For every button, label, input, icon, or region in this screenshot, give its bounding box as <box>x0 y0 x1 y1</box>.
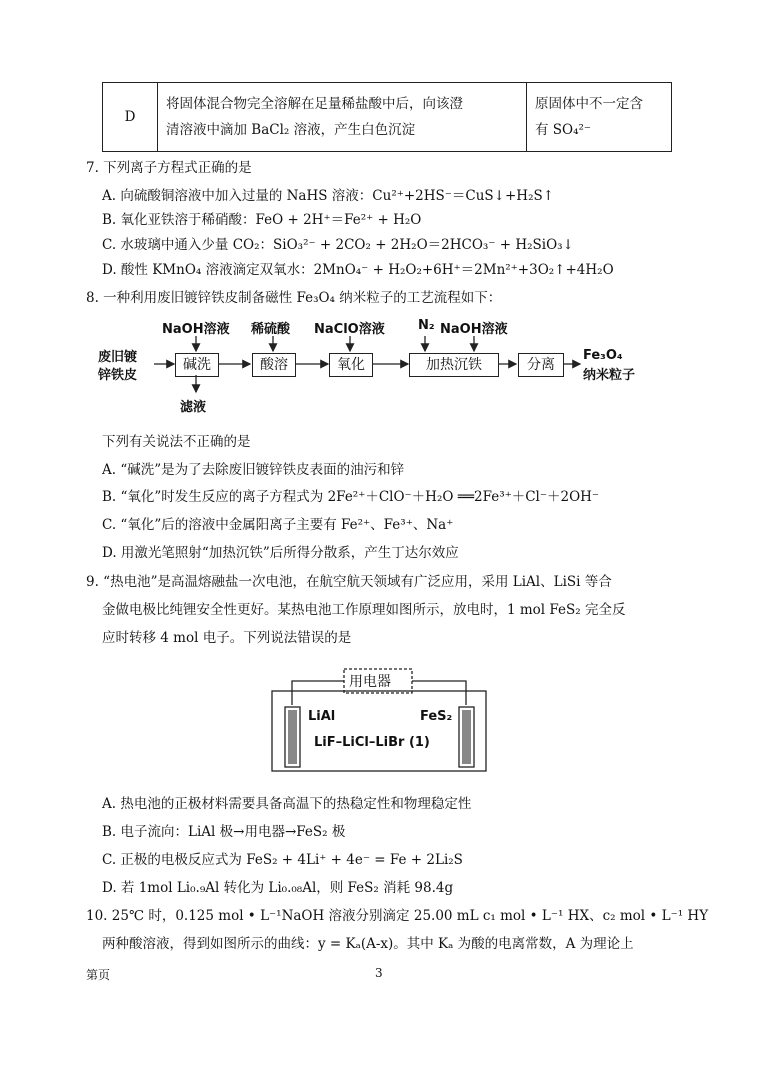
q8-option-d: D. 用激光笔照射“加热沉铁”后所得分散系，产生丁达尔效应 <box>102 545 459 561</box>
q9-option-a: A. 热电池的正极材料需要具备高温下的热稳定性和物理稳定性 <box>102 796 472 812</box>
q7-option-b: B. 氧化亚铁溶于稀硝酸：FeO + 2H⁺＝Fe²⁺ + H₂O <box>102 212 422 228</box>
reagent-n2: N₂ <box>418 318 435 333</box>
thermal-battery-diagram <box>268 663 490 775</box>
step-heat-precipitate: 加热沉铁 <box>409 353 499 377</box>
step-separation: 分离 <box>518 353 564 377</box>
option-label: D <box>124 109 136 125</box>
q7-stem: 7. 下列离子方程式正确的是 <box>86 160 252 176</box>
footer-page-label: 第页 <box>86 968 111 982</box>
page-number: 3 <box>375 966 383 980</box>
q9-stem-line-2: 金做电极比纯锂安全性更好。某热电池工作原理如图所示，放电时，1 mol FeS₂ 完全反 <box>102 602 626 618</box>
reagent-dilute-h2so4: 稀硫酸 <box>251 322 291 337</box>
q8-option-c: C. “氧化”后的溶液中金属阳离子主要有 Fe²⁺、Fe³⁺、Na⁺ <box>102 517 454 533</box>
q9-stem-line-3: 应时转移 4 mol 电子。下列说法错误的是 <box>102 630 352 646</box>
conclusion-line-2: 有 SO₄²⁻ <box>535 122 592 138</box>
step-acid-dissolve: 酸溶 <box>252 353 296 377</box>
q10-stem-line-1: 10. 25℃ 时，0.125 mol • L⁻¹NaOH 溶液分别滴定 25.00 mL c₁ mol • L⁻¹ HX、c₂ mol • L⁻¹ HY <box>86 908 709 924</box>
table-row <box>103 83 672 152</box>
option-label-cell <box>103 83 158 152</box>
start-material-line-1: 废旧镀 <box>98 350 138 365</box>
q10-stem-line-2: 两种酸溶液，得到如图所示的曲线：y = Kₐ(A-x)。其中 Kₐ 为酸的电离常数，A 为理论上 <box>102 936 634 952</box>
procedure-line-1: 将固体混合物完全溶解在足量稀盐酸中后，向该澄 <box>166 96 463 112</box>
q9-stem-line-1: 9. “热电池”是高温熔融盐一次电池，在航空航天领域有广泛应用，采用 LiAl、LiSi 等合 <box>86 574 612 590</box>
q7-option-d: D. 酸性 KMnO₄ 溶液滴定双氧水：2MnO₄⁻ + H₂O₂+6H⁺＝2Mn²⁺+3O₂↑+4H₂O <box>102 262 614 278</box>
procedure-cell <box>158 83 527 152</box>
q8-stem: 8. 一种利用废旧镀锌铁皮制备磁性 Fe₃O₄ 纳米粒子的工艺流程如下： <box>86 290 502 306</box>
start-material-line-2: 锌铁皮 <box>98 368 138 383</box>
anode-label: LiAl <box>308 709 336 724</box>
conclusion-cell <box>527 83 672 152</box>
reagent-naoh: NaOH溶液 <box>162 322 230 337</box>
q8-sub-stem: 下列有关说法不正确的是 <box>102 434 251 450</box>
cathode-label: FeS₂ <box>420 709 453 724</box>
q9-option-b: B. 电子流向：LiAl 极→用电器→FeS₂ 极 <box>102 824 346 840</box>
q8-option-b: B. “氧化”时发生反应的离子方程式为 2Fe²⁺＋ClO⁻＋H₂O ══2Fe³⁺＋Cl⁻＋2OH⁻ <box>102 489 600 505</box>
step-oxidation: 氧化 <box>329 353 373 377</box>
q9-option-d: D. 若 1mol Li₀.₉Al 转化为 Li₀.₀₈Al，则 FeS₂ 消耗 98.4g <box>102 880 454 896</box>
procedure-line-2: 清溶液中滴加 BaCl₂ 溶液，产生白色沉淀 <box>166 122 416 138</box>
product-name: 纳米粒子 <box>583 368 636 383</box>
q9-option-c: C. 正极的电极反应式为 FeS₂ + 4Li⁺ + 4e⁻ = Fe + 2Li₂S <box>102 852 463 868</box>
step-alkali-wash: 碱洗 <box>175 353 219 377</box>
process-flowchart <box>98 316 658 416</box>
electrical-device-label: 用电器 <box>349 674 391 690</box>
electrolyte-label: LiF–LiCl–LiBr (1) <box>314 735 430 750</box>
answer-table <box>102 82 672 152</box>
q7-option-c: C. 水玻璃中通入少量 CO₂：SiO₃²⁻ + 2CO₂ + 2H₂O＝2HCO₃⁻ + H₂SiO₃↓ <box>102 237 574 253</box>
q7-option-a: A. 向硫酸铜溶液中加入过量的 NaHS 溶液：Cu²⁺+2HS⁻＝CuS↓+H₂S↑ <box>102 188 555 204</box>
reagent-naclo: NaClO溶液 <box>314 322 385 337</box>
conclusion-line-1: 原固体中不一定含 <box>535 96 643 112</box>
byproduct-filtrate: 滤液 <box>180 400 207 415</box>
reagent-naoh-2: NaOH溶液 <box>440 322 508 337</box>
product-formula: Fe₃O₄ <box>583 348 623 363</box>
q8-option-a: A. “碱洗”是为了去除废旧镀锌铁皮表面的油污和锌 <box>102 462 405 478</box>
